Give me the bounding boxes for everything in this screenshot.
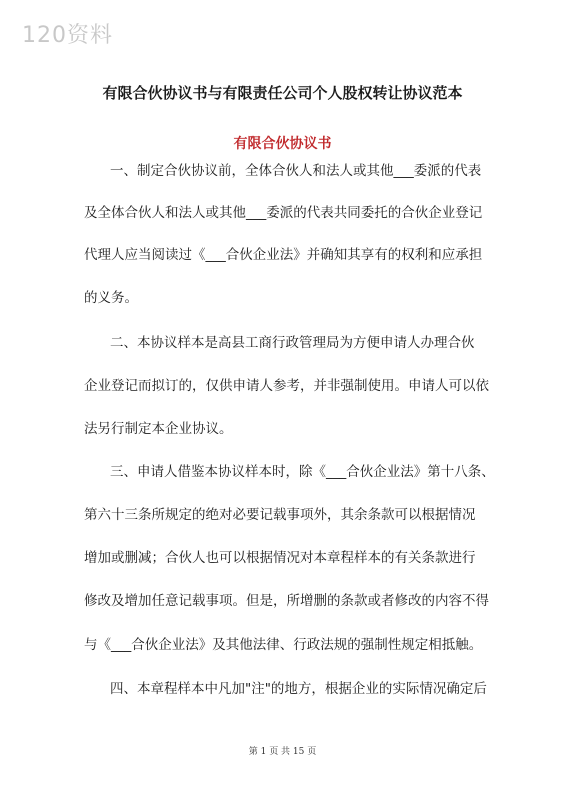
document-title: 有限合伙协议书与有限责任公司个人股权转让协议范本	[102, 84, 463, 102]
paragraph-line: 四、本章程样本中凡加"注"的地方，根据企业的实际情况确定后	[110, 681, 487, 697]
paragraph-line: 法另行制定本企业协议。	[84, 421, 233, 437]
paragraph-line: 修改及增加任意记载事项。但是，所增删的条款或者修改的内容不得	[84, 593, 489, 609]
paragraph-line: 一、制定合伙协议前，全体合伙人和法人或其他___委派的代表	[110, 163, 482, 179]
paragraph-line: 的义务。	[84, 290, 138, 306]
watermark-logo: 120资料	[22, 23, 113, 48]
paragraph-line: 增加或删减；合伙人也可以根据情况对本章程样本的有关条款进行	[84, 550, 476, 566]
paragraph-line: 代理人应当阅读过《___合伙企业法》并确知其享有的权利和应承担	[84, 247, 483, 263]
paragraph-line: 与《___合伙企业法》及其他法律、行政法规的强制性规定相抵触。	[84, 637, 483, 653]
paragraph-line: 及全体合伙人和法人或其他___委派的代表共同委托的合伙企业登记	[84, 205, 483, 221]
paragraph-line: 二、本协议样本是高县工商行政管理局为方便申请人办理合伙	[110, 335, 475, 351]
paragraph-line: 三、申请人借鉴本协议样本时，除《___合伙企业法》第十八条、	[110, 464, 495, 480]
page-footer: 第 1 页 共 15 页	[248, 747, 317, 757]
paragraph-line: 企业登记而拟订的，仅供申请人参考，并非强制使用。申请人可以依	[84, 378, 489, 394]
paragraph-line: 第六十三条所规定的绝对必要记载事项外，其余条款可以根据情况	[84, 507, 476, 523]
section-title: 有限合伙协议书	[233, 136, 332, 152]
